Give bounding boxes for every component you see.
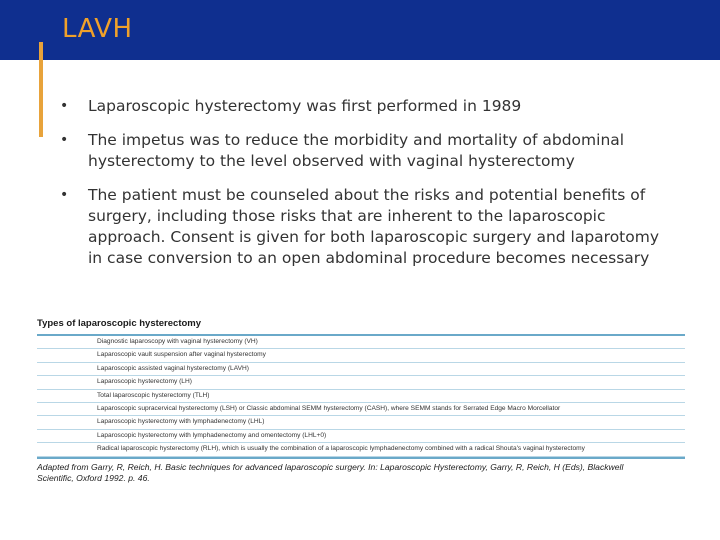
bullet-text: The patient must be counseled about the risks and potential benefits of surgery, including those risks that are inherent to the laparoscopic approach. Consent is given for both laparoscopic surgery and laparotomy in case conversion to an open abdominal procedure becomes necessary <box>88 186 660 267</box>
bullet-item <box>60 185 660 269</box>
table-row: Laparoscopic hysterectomy with lymphadenectomy and omentectomy (LHL+0) <box>37 430 685 443</box>
bullet-item <box>60 130 660 172</box>
table-row: Laparoscopic hysterectomy (LH) <box>37 376 685 389</box>
accent-line <box>39 42 43 137</box>
table-row: Diagnostic laparoscopy with vaginal hysterectomy (VH) <box>37 336 685 349</box>
bullet-text: The impetus was to reduce the morbidity and mortality of abdominal hysterectomy to the level observed with vaginal hysterectomy <box>88 131 625 170</box>
table-row: Laparoscopic assisted vaginal hysterectomy (LAVH) <box>37 363 685 376</box>
table-title: Types of laparoscopic hysterectomy <box>37 318 202 329</box>
table-row: Total laparoscopic hysterectomy (TLH) <box>37 390 685 403</box>
bullet-marker: • <box>60 98 69 114</box>
procedure-table <box>37 318 685 484</box>
bullet-marker: • <box>60 132 69 148</box>
table-row: Laparoscopic hysterectomy with lymphadenectomy (LHL) <box>37 416 685 429</box>
bullet-text: Laparoscopic hysterectomy was first performed in 1989 <box>88 97 522 115</box>
table-bottom-rule <box>37 457 685 459</box>
table-row: Laparoscopic vault suspension after vaginal hysterectomy <box>37 349 685 362</box>
table-row: Radical laparoscopic hysterectomy (RLH), which is usually the combination of a laparoscopic lymphadenectomy combined with a radical Shouta's vaginal hysterectomy <box>37 443 685 456</box>
table-rows <box>37 336 685 457</box>
bullet-list <box>60 96 660 282</box>
slide-title: LAVH <box>62 14 133 44</box>
table-caption: Adapted from Garry, R, Reich, H. Basic techniques for advanced laparoscopic surgery. In: Laparoscopic Hysterectomy, Garry, R, Reich, H (Eds), Blackwell Scientific, Oxford 1992. p. 46. <box>37 461 624 483</box>
bullet-item <box>60 96 660 117</box>
table-row: Laparoscopic supracervical hysterectomy (LSH) or Classic abdominal SEMM hysterectomy (CASH), where SEMM stands for Serrated Edge Macro Morcellator <box>37 403 685 416</box>
bullet-marker: • <box>60 187 69 203</box>
